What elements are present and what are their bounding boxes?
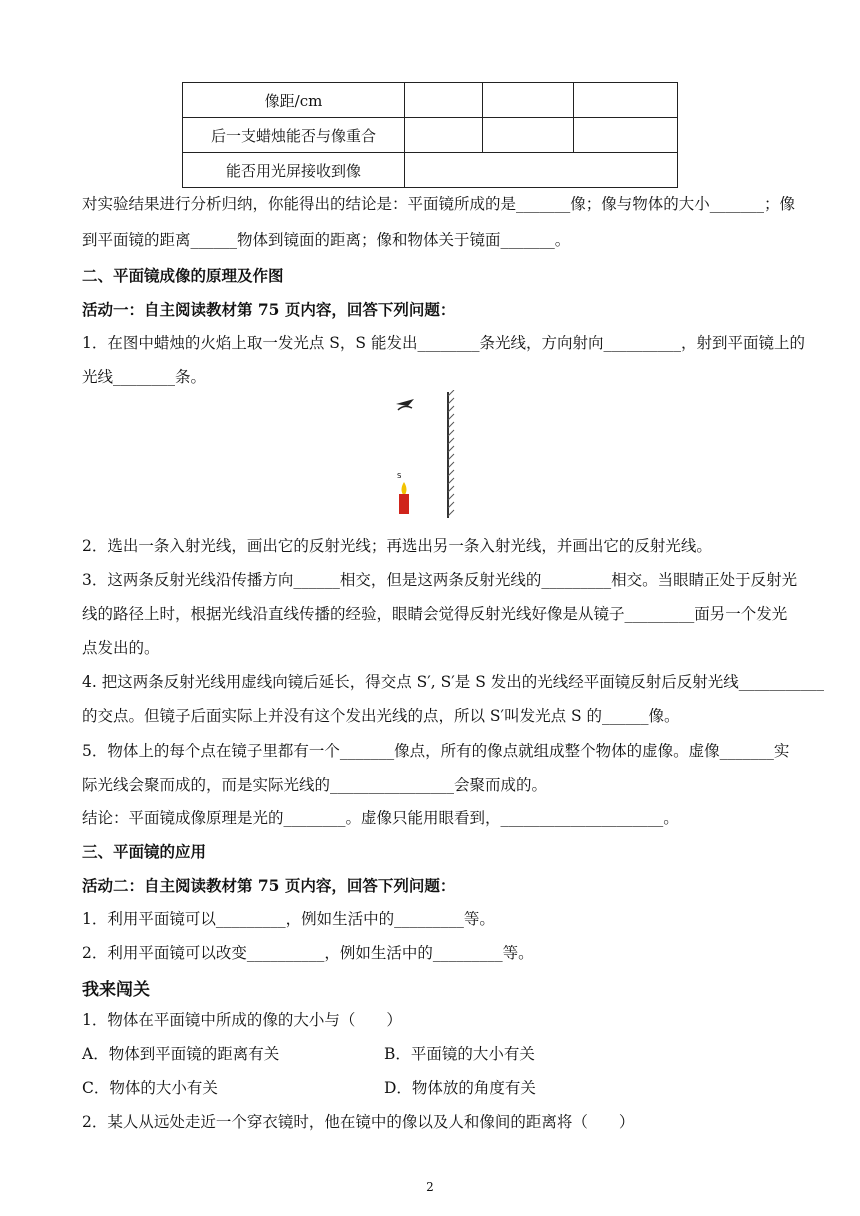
mc-question-2: 2．某人从远处走近一个穿衣镜时，他在镜中的像以及人和像间的距离将（ ）: [82, 1113, 635, 1131]
question-4-line-2: 的交点。但镜子后面实际上并没有这个发出光线的点，所以 S′叫发光点 S 的______像。: [82, 707, 680, 725]
question-3-line-1: 3．这两条反射光线沿传播方向______相交，但是这两条反射光线的_________相交。当眼睛正处于反射光: [82, 571, 798, 589]
question-5-line-1: 5．物体上的每个点在镜子里都有一个_______像点，所有的像点就组成整个物体的虚像。虚像_______实: [82, 742, 790, 760]
question-2: 2．选出一条入射光线，画出它的反射光线；再选出另一条入射光线，并画出它的反射光线。: [82, 537, 712, 555]
mc-1-option-d: D．物体放的角度有关: [384, 1079, 536, 1097]
table-row: [183, 118, 678, 153]
table-row-label: 能否用光屏接收到像: [183, 153, 405, 188]
question-4-line-1: 4. 把这两条反射光线用虚线向镜后延长，得交点 S′, S′是 S 发出的光线经平面镜反射后反射光线___________: [82, 673, 824, 691]
eye-icon: [396, 399, 414, 410]
application-2: 2．利用平面镜可以改变__________，例如生活中的_________等。: [82, 944, 534, 962]
table-cell: [483, 83, 574, 118]
question-5-line-2: 际光线会聚而成的，而是实际光线的________________会聚而成的。: [82, 776, 548, 794]
mc-1-option-b: B．平面镜的大小有关: [384, 1045, 535, 1063]
page-number: 2: [426, 1180, 434, 1194]
application-1: 1．利用平面镜可以_________，例如生活中的_________等。: [82, 910, 495, 928]
point-s-label: S: [397, 472, 402, 480]
conclusion-line-1: 对实验结果进行分析归纳，你能得出的结论是：平面镜所成的是_______像；像与物体的大小_______；像: [82, 195, 796, 213]
table-row-label: 像距/cm: [183, 83, 405, 118]
table-cell: [405, 153, 678, 188]
activity-1-heading: 活动一：自主阅读教材第 75 页内容，回答下列问题：: [82, 300, 456, 319]
table-cell: [574, 83, 678, 118]
mc-1-option-c: C．物体的大小有关: [82, 1079, 218, 1097]
mc-1-option-a: A．物体到平面镜的距离有关: [82, 1045, 280, 1063]
section-heading-2: 二、平面镜成像的原理及作图: [82, 266, 284, 285]
table-cell: [405, 83, 483, 118]
table-row: [183, 153, 678, 188]
challenge-heading: 我来闯关: [82, 980, 150, 1000]
mc-question-1: 1．物体在平面镜中所成的像的大小与（ ）: [82, 1011, 402, 1029]
question-3-line-3: 点发出的。: [82, 639, 160, 657]
question-1-line-2: 光线________条。: [82, 368, 207, 386]
question-1-line-1: 1．在图中蜡烛的火焰上取一发光点 S，S 能发出________条光线，方向射向__________，射到平面镜上的: [82, 334, 805, 352]
question-3-line-2: 线的路径上时，根据光线沿直线传播的经验，眼睛会觉得反射光线好像是从镜子_________面另一个发光: [82, 605, 788, 623]
conclusion-line-2: 到平面镜的距离______物体到镜面的距离；像和物体关于镜面_______。: [82, 231, 571, 249]
table-cell: [405, 118, 483, 153]
experiment-table: [182, 82, 678, 188]
mirror-candle-figure: [388, 390, 468, 520]
table-cell: [483, 118, 574, 153]
table-row: [183, 83, 678, 118]
section-heading-3: 三、平面镜的应用: [82, 842, 207, 861]
conclusion-line-3: 结论：平面镜成像原理是光的________。虚像只能用眼看到，_____________________。: [82, 809, 679, 827]
table-cell: [574, 118, 678, 153]
activity-2-heading: 活动二：自主阅读教材第 75 页内容，回答下列问题：: [82, 876, 456, 895]
candle-icon: [399, 482, 409, 514]
table-row-label: 后一支蜡烛能否与像重合: [183, 118, 405, 153]
